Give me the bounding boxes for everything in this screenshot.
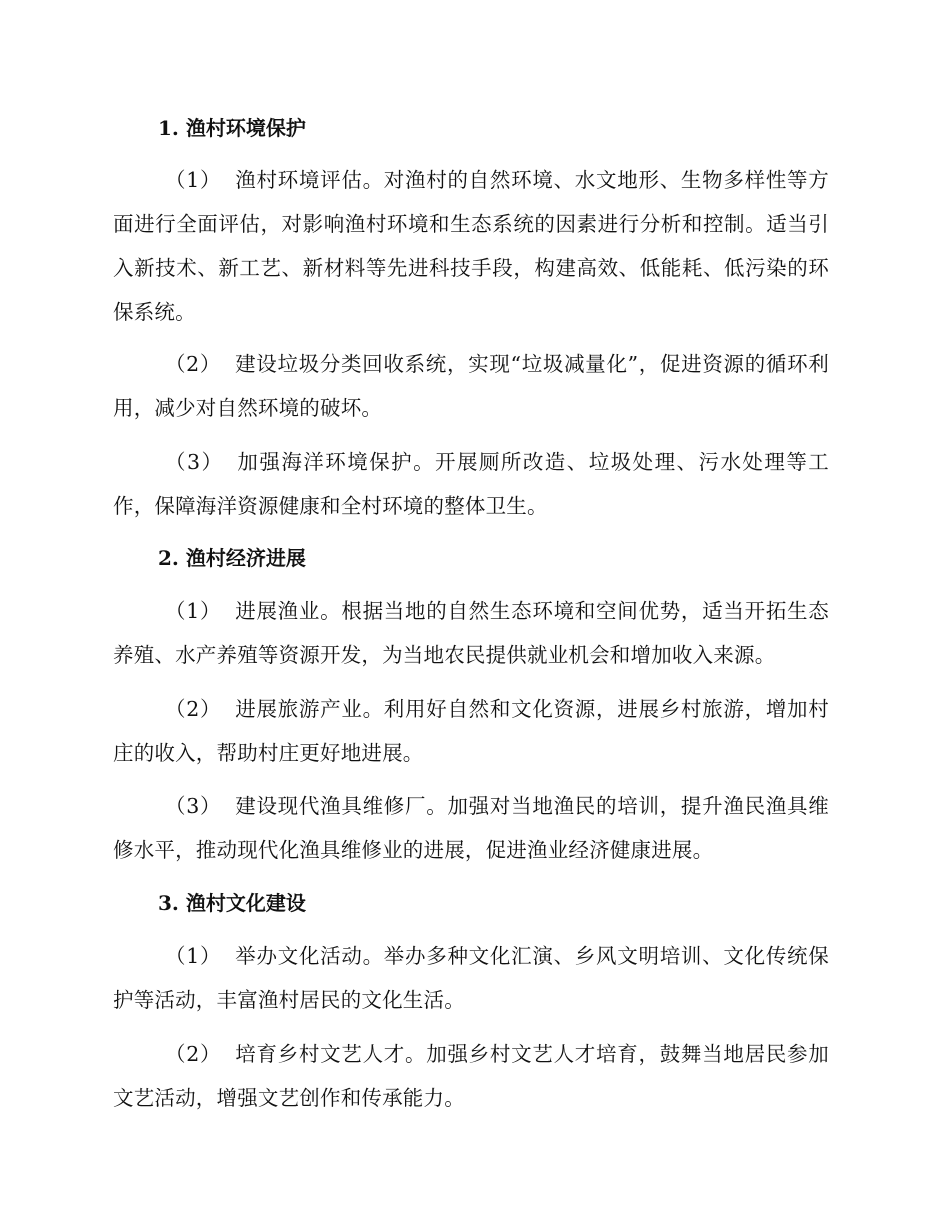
item-number: （2） (165, 1042, 222, 1066)
section-heading: 1. 渔村环境保护 (158, 116, 306, 140)
paragraph (113, 1032, 829, 1120)
item-number: （3） (165, 450, 224, 474)
paragraph (113, 342, 829, 430)
section-heading: 2. 渔村经济进展 (158, 546, 306, 570)
item-number: （2） (165, 697, 222, 721)
paragraph-text: 进展旅游产业。利用好自然和文化资源，进展乡村旅游，增加村庄的收入，帮助村庄更好地进展。 (113, 697, 829, 765)
paragraph (113, 687, 829, 775)
item-number: （1） (165, 944, 222, 968)
paragraph-text: 举办文化活动。举办多种文化汇演、乡风文明培训、文化传统保护等活动，丰富渔村居民的文化生活。 (113, 944, 829, 1012)
section-heading: 3. 渔村文化建设 (158, 891, 306, 915)
paragraph (113, 784, 829, 872)
paragraph-text: 建设现代渔具维修厂。加强对当地渔民的培训，提升渔民渔具维修水平，推动现代化渔具维修业的进展，促进渔业经济健康进展。 (113, 794, 829, 862)
item-number: （1） (165, 168, 222, 192)
paragraph (113, 589, 829, 677)
paragraph (113, 440, 829, 528)
paragraph-text: 建设垃圾分类回收系统，实现“垃圾减量化”，促进资源的循环利用，减少对自然环境的破坏。 (113, 352, 829, 420)
item-number: （1） (165, 599, 222, 623)
paragraph-text: 进展渔业。根据当地的自然生态环境和空间优势，适当开拓生态养殖、水产养殖等资源开发，为当地农民提供就业机会和增加收入来源。 (113, 599, 829, 667)
paragraph-text: 培育乡村文艺人才。加强乡村文艺人才培育，鼓舞当地居民参加文艺活动，增强文艺创作和传承能力。 (113, 1042, 829, 1110)
item-number: （3） (165, 794, 222, 818)
paragraph-text: 加强海洋环境保护。开展厕所改造、垃圾处理、污水处理等工作，保障海洋资源健康和全村环境的整体卫生。 (113, 450, 829, 518)
paragraph (113, 934, 829, 1022)
paragraph (113, 158, 829, 334)
paragraph-text: 渔村环境评估。对渔村的自然环境、水文地形、生物多样性等方面进行全面评估，对影响渔村环境和生态系统的因素进行分析和控制。适当引入新技术、新工艺、新材料等先进科技手段，构建高效、低能耗、低污染的环保系统。 (113, 168, 829, 324)
item-number: （2） (165, 352, 222, 376)
